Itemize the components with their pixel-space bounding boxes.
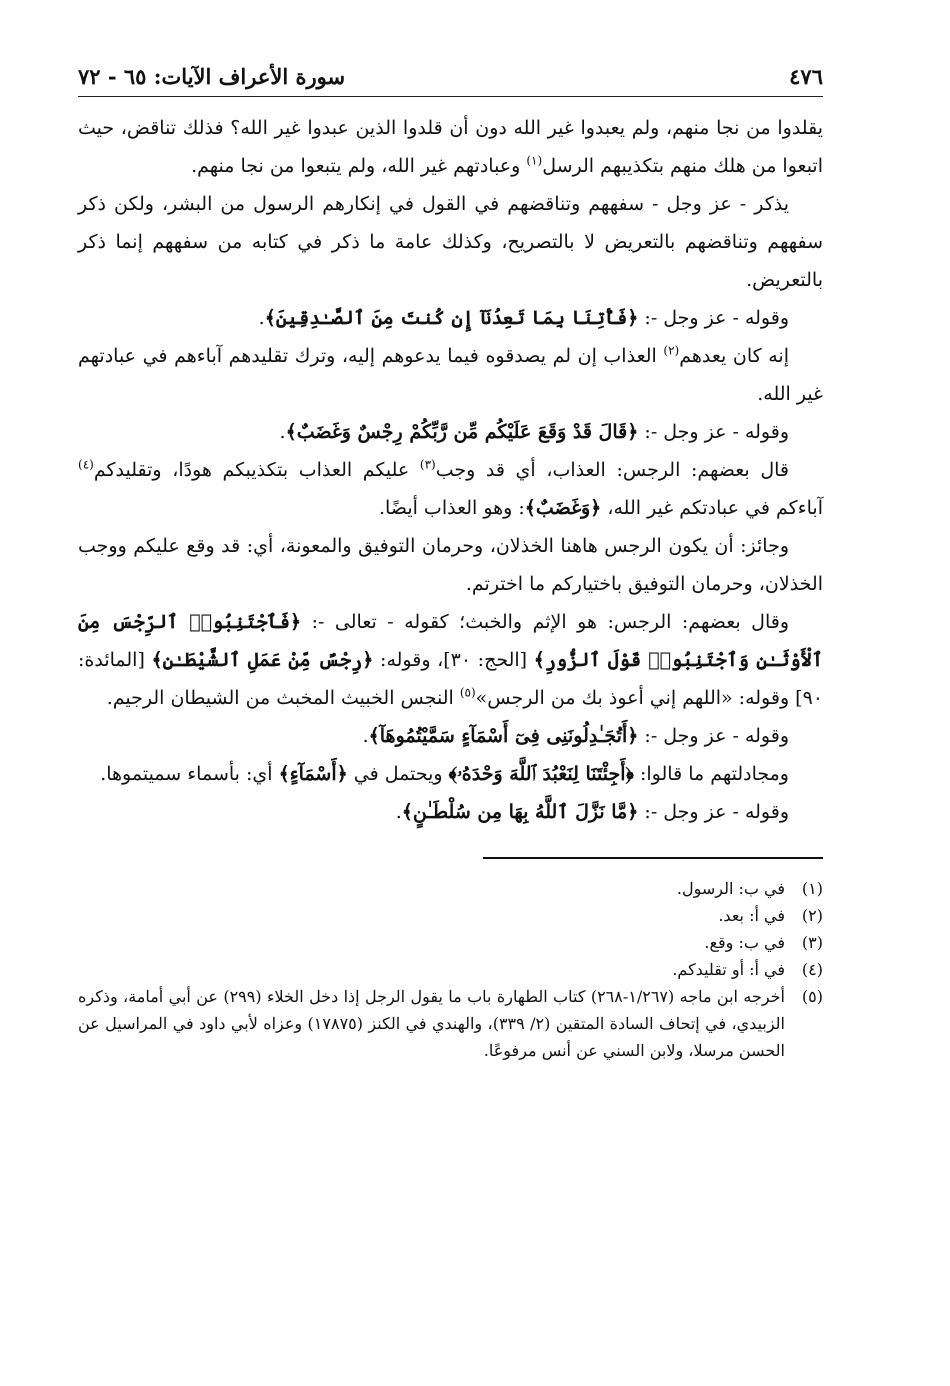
- footnote-ref: (٢): [663, 343, 680, 358]
- footnote-text: في ب: وقع.: [704, 933, 785, 952]
- main-text: [78, 109, 823, 831]
- text-run: ويحتمل في: [347, 763, 449, 785]
- footnote-text: أخرجه ابن ماجه (١/٢٦٧-٢٦٨) كتاب الطهارة باب ما يقول الرجل إذا دخل الخلاء (٢٩٩) عن أبي أمامة، وذكره الزبيدي، في إتحاف السادة المتقين (٢/ ٣٣٩)، والهندي في الكنز (١٧٨٧٥) وعزاه لأبي داود في المراسيل عن الحسن مرسلا، ولابن السني عن أنس مرفوعًا.: [78, 987, 786, 1060]
- text-run: .: [395, 801, 402, 823]
- text-run: وقوله - عز وجل -:: [638, 725, 789, 747]
- paragraph: [78, 185, 823, 299]
- text-run: : وهو العذاب أيضًا.: [379, 497, 525, 519]
- footnote-ref: (١): [526, 153, 543, 168]
- header-divider: [78, 96, 823, 97]
- footnote-text: في ب: الرسول.: [676, 879, 785, 898]
- text-run: عليكم العذاب بتكذيبكم هودًا، وتقليدكم: [93, 459, 420, 481]
- quran-verse: ﴿مَّا نَزَّلَ ٱللَّهُ بِهَا مِن سُلْطَـٰنٍ﴾: [401, 801, 639, 823]
- text-run: يقلدوا من نجا منهم، ولم يعبدوا غير الله دون أن قلدوا الذين عبدوا غير الله؟ فذلك تناقض، حيث اتبعوا من هلك منهم بتكذيبهم الرسل: [78, 117, 823, 177]
- quran-verse: ﴿قَالَ قَدْ وَقَعَ عَلَيْكُم مِّن رَّبِّكُمْ رِجْسٌ وَغَضَبٌ﴾: [285, 421, 639, 443]
- text-run: ومجادلتهم ما قالوا:: [633, 763, 789, 785]
- text-run: .: [362, 725, 369, 747]
- text-run: وقوله - عز وجل -:: [638, 421, 789, 443]
- footnote: [78, 929, 823, 956]
- text-run: آباءكم في عبادتكم غير الله،: [601, 497, 823, 519]
- quran-verse: ﴿وَغَضَبٌ﴾: [524, 497, 602, 519]
- footnote-divider: [483, 857, 823, 859]
- footnote-ref: (٤): [78, 457, 94, 472]
- paragraph: [78, 527, 823, 603]
- text-run: وقال بعضهم: الرجس: هو الإثم والخبث؛ كقوله - تعالى -:: [301, 611, 789, 633]
- paragraph: [78, 337, 823, 413]
- text-run: .: [279, 421, 286, 443]
- paragraph: [78, 109, 823, 185]
- text-run: النجس الخبيث المخبث من الشيطان الرجيم.: [106, 687, 460, 709]
- text-run: يذكر - عز وجل - سفههم وتناقضهم في القول في إنكارهم الرسول من البشر، ولكن ذكر سفههم وتناقضهم بالتعريض لا بالتصريح، وكذلك عامة ما ذكر في كتابه من سفههم إنما ذكر بالتعريض.: [78, 193, 823, 291]
- text-run: .: [258, 307, 265, 329]
- footnote-number: (٣): [801, 933, 823, 952]
- footnote: [78, 983, 823, 1064]
- quran-verse: ﴿رِجْسٌ مِّنْ عَمَلِ ٱلشَّيْطَـٰنِ﴾: [151, 649, 374, 671]
- text-run: العذاب إن لم يصدقوه فيما يدعوهم إليه، وترك تقليدهم آباءهم في عبادتهم غير الله.: [78, 345, 823, 405]
- page-number: ٤٧٦: [789, 63, 823, 89]
- paragraph: [78, 451, 823, 527]
- quran-verse: ﴿أَسْمَآءٍ﴾: [278, 763, 348, 785]
- text-run: وجائز: أن يكون الرجس هاهنا الخذلان، وحرمان التوفيق والمعونة، أي: قد وقع عليكم ووجب الخذلان، وحرمان التوفيق باختياركم ما اخترتم.: [78, 535, 823, 595]
- footnote-number: (٢): [801, 906, 823, 925]
- text-run: وعبادتهم غير الله، ولم يتبعوا من نجا منهم.: [191, 155, 527, 177]
- paragraph: [78, 755, 823, 793]
- footnote-number: (٥): [801, 987, 823, 1006]
- footnote-number: (١): [801, 879, 823, 898]
- text-run: وقوله - عز وجل -:: [638, 307, 789, 329]
- footnote-ref: (٣): [419, 457, 436, 472]
- footnote: [78, 956, 823, 983]
- paragraph: [78, 603, 823, 717]
- quran-verse: ﴿فَأْتِنَا بِمَا تَعِدُنَآ إِن كُنتَ مِنَ ٱلصَّـٰدِقِينَ﴾: [264, 307, 639, 329]
- paragraph: [78, 793, 823, 831]
- footnote-text: في أ: أو تقليدكم.: [672, 960, 785, 979]
- text-run: [المائدة: ٩٠] وقوله: «اللهم إني أعوذ بك من الرجس»: [78, 649, 823, 709]
- text-run: [الحج: ٣٠]، وقوله:: [373, 649, 534, 671]
- paragraph: [78, 299, 823, 337]
- text-run: وقوله - عز وجل -:: [638, 801, 789, 823]
- text-run: قال بعضهم: الرجس: العذاب، أي قد وجب: [435, 459, 789, 481]
- footnote: [78, 902, 823, 929]
- footnote: [78, 875, 823, 902]
- book-page: [78, 58, 823, 1064]
- quran-verse: ﴿أَجِئْتَنَا لِنَعْبُدَ ٱللَّهَ وَحْدَهُۥ﴾: [448, 763, 634, 785]
- paragraph: [78, 413, 823, 451]
- footnotes: [78, 875, 823, 1064]
- text-run: إنه كان يعدهم: [679, 345, 789, 367]
- quran-verse: ﴿فَٱجْتَنِبُوا۟ ٱلرِّجْسَ مِنَ ٱلْأَوْثَـٰنِ وَٱجْتَنِبُوا۟ قَوْلَ ٱلزُّورِ﴾: [78, 611, 823, 671]
- footnote-number: (٤): [801, 960, 823, 979]
- footnote-ref: (٥): [459, 685, 476, 700]
- paragraph: [78, 717, 823, 755]
- quran-verse: ﴿أَتُجَـٰدِلُونَنِى فِىٓ أَسْمَآءٍ سَمَّيْتُمُوهَآ﴾: [368, 725, 639, 747]
- text-run: أي: بأسماء سميتموها.: [100, 763, 279, 785]
- running-header: [78, 58, 823, 94]
- running-title: سورة الأعراف الآيات: ٦٥ - ٧٢: [78, 63, 346, 89]
- footnote-text: في أ: بعد.: [718, 906, 785, 925]
